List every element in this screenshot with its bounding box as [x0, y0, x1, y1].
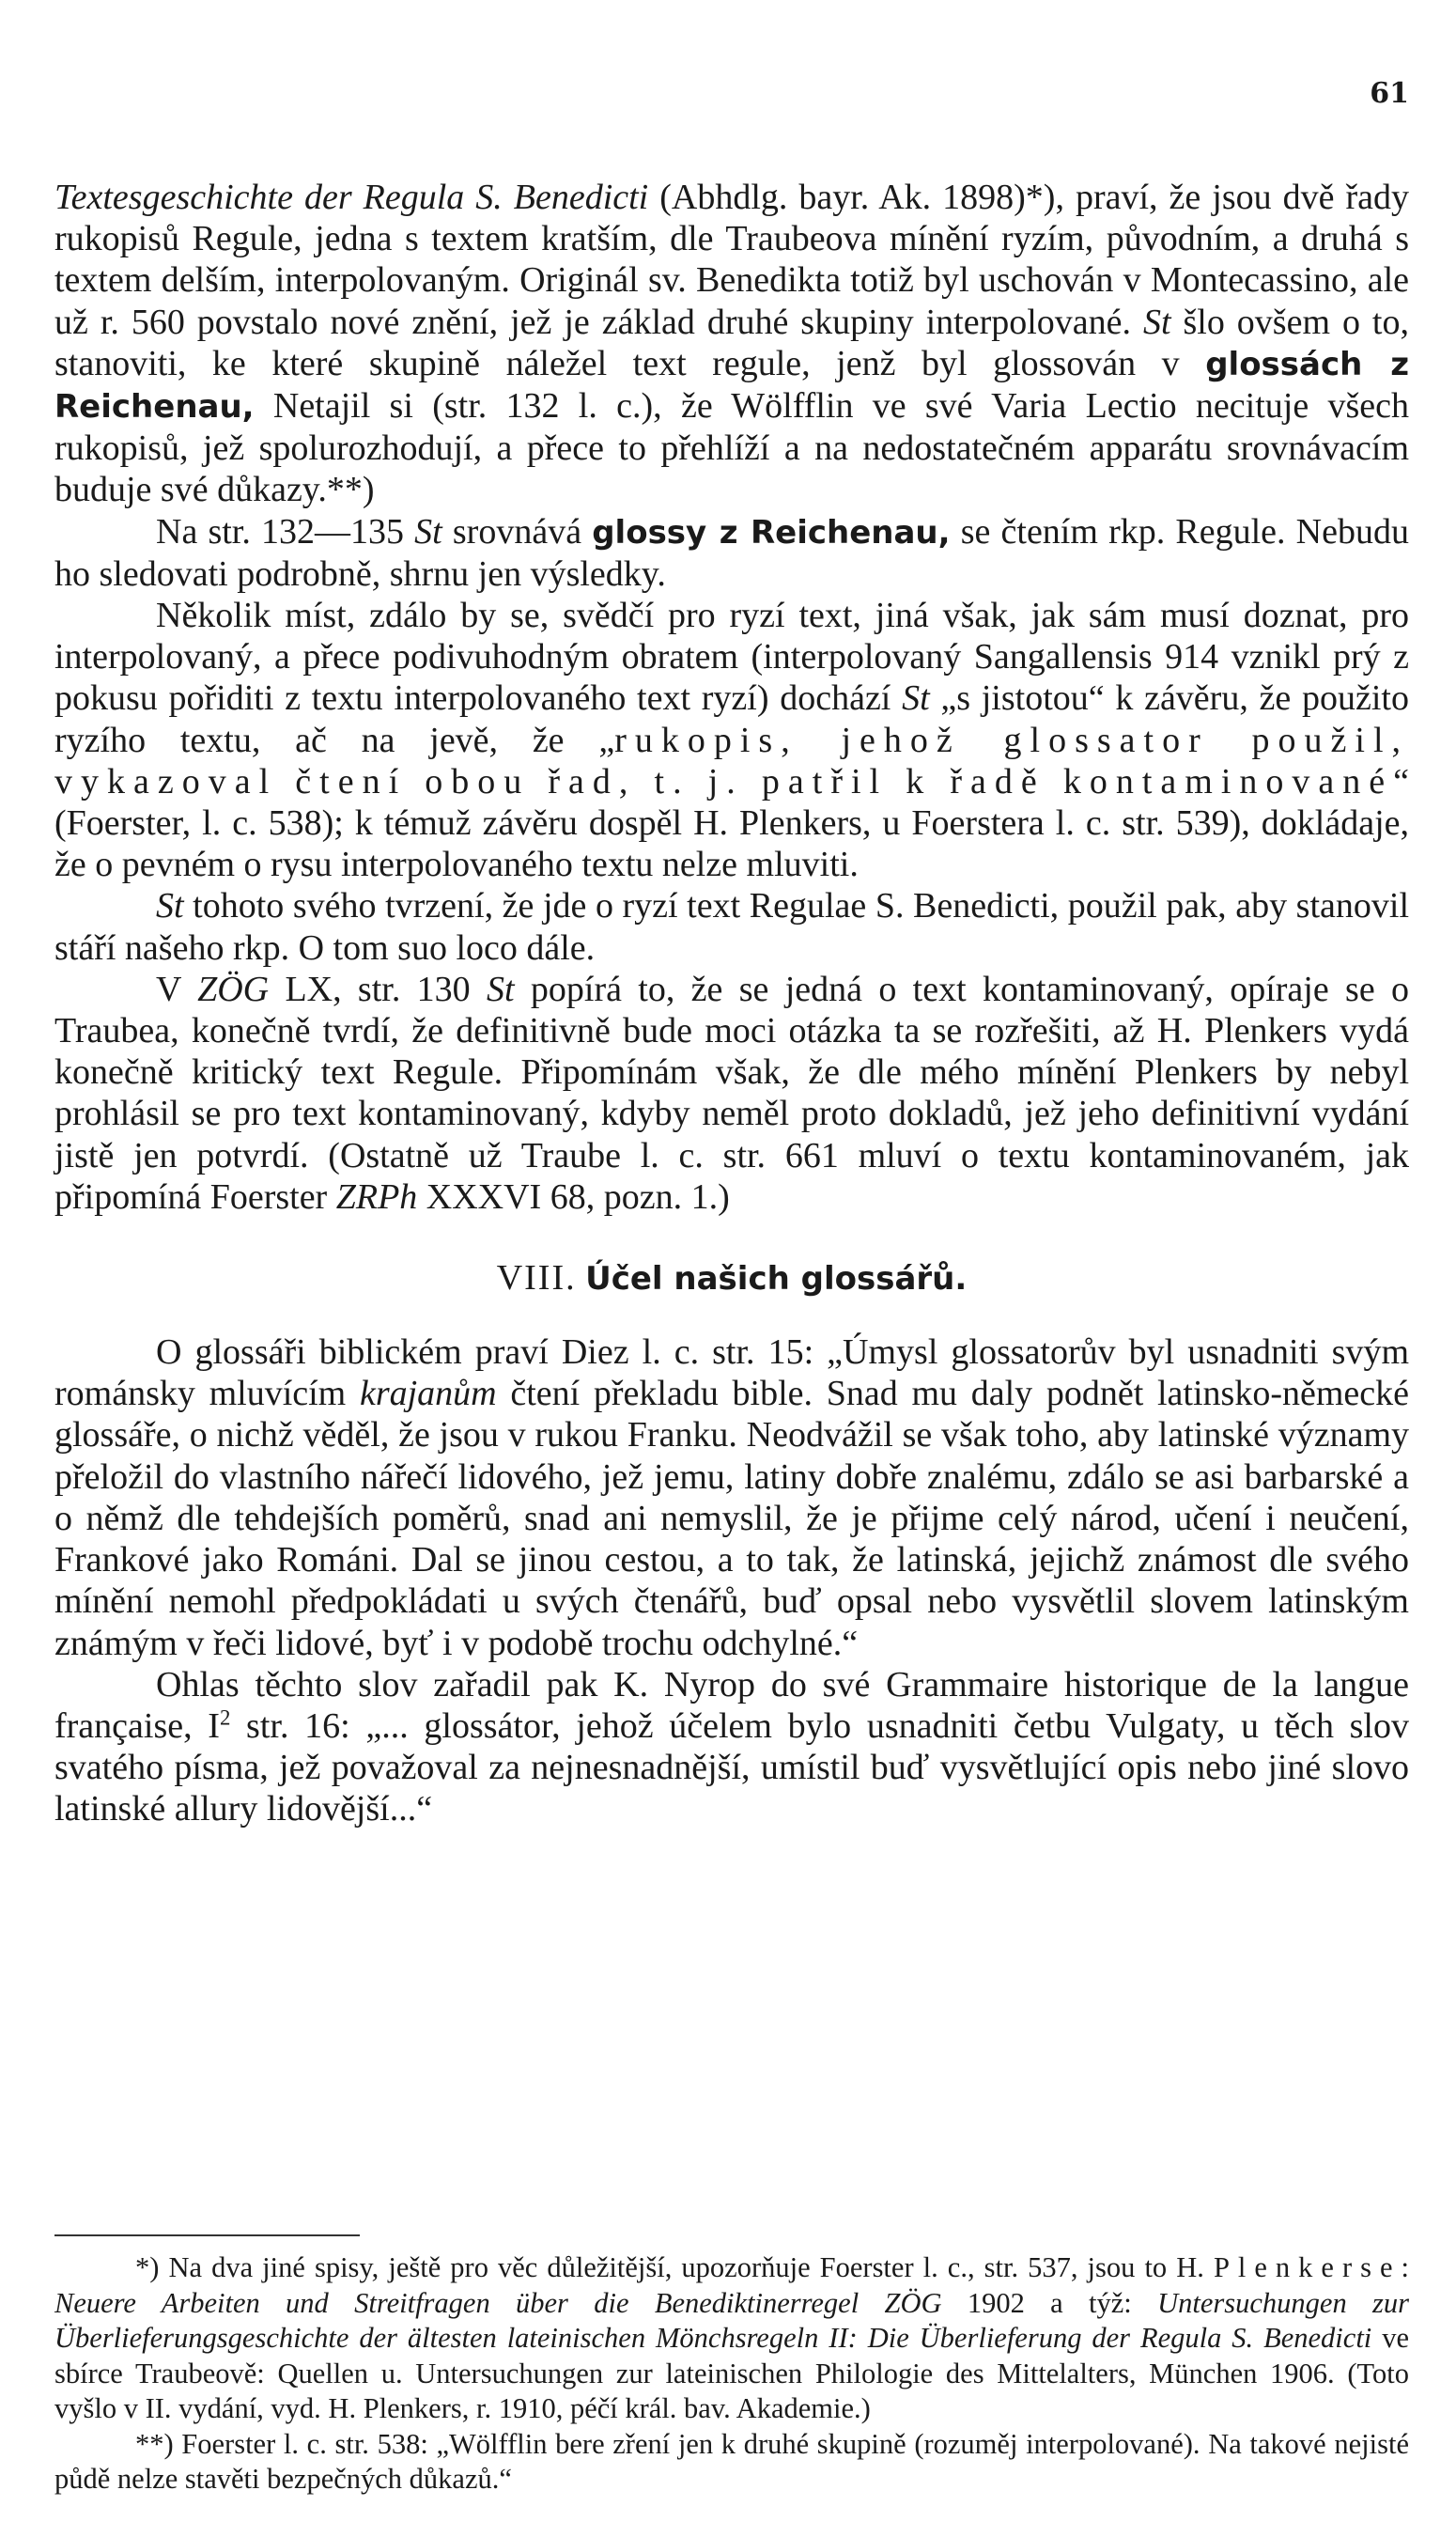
main-text: [54, 177, 1409, 1830]
paragraph-7: Ohlas těchto slov zařadil pak K. Nyrop do své Grammaire historique de la langue française, $I^2$ str. 16: „... glossátor, jehož účelem bylo usnadniti četbu Vulgaty, u těch slov svatého písma, jež považoval za nejnesnadnější, umístil buď vysvětlující opis nebo jiné slovo latinské allury lidovější...“: [54, 1664, 1409, 1829]
section-number: VIII.: [496, 1258, 577, 1299]
paragraph-3: Několik míst, zdálo by se, svědčí pro ryzí text, jiná však, jak sám musí doznat, pro interpolovaný, a přece podivuhodným obratem (interpolovaný Sangallensis 914 vznikl prý z pokusu pořiditi z textu interpolovaného text ryzí) dochází St „s jistotou“ k závěru, že použito ryzího textu, ač na jevě, že „rukopis, jehož glossator použil, vykazoval čtení obou řad, t. j. patřil k řadě kontaminované“ (Foerster, l. c. 538); k témuž závěru dospěl H. Plenkers, u Foerstera l. c. str. 539), dokládaje, že o pevném o rysu interpolovaného textu nelze mluviti.: [54, 596, 1410, 885]
page-number: 61: [1370, 77, 1409, 110]
paragraph-6: O glossáři biblickém praví Diez l. c. str. 15: „Úmysl glossatorův byl usnadniti svým románsky mluvícím krajanům čtení překladu bible. Snad mu daly podnět latinsko-německé glossáře, o nichž věděl, že jsou v rukou Franku. Neodvážil se však toho, aby latinské významy přeložil do vlastního nářečí lidového, jež jemu, latiny dobře znalému, zdálo se asi barbarské a o němž dle tehdejších poměrů, snad ani nemyslil, že je přijme celý národ, učení i neučení, Frankové jako Románi. Dal se jinou cestou, a to tak, že latinská, jejichž známost dle svého mínění nemohl předpokládati u svých čtenářů, buď opsal nebo vysvětlil slovem latinským známým v řeči lidové, byť i v podobě trochu odchylné.“: [54, 1332, 1409, 1663]
paragraph-1: Textesgeschichte der Regula S. Benedicti (Abhdlg. bayr. Ak. 1898)*), praví, že jsou dvě řady rukopisů Regule, jedna s textem kratším, dle Traubeova mínění ryzím, původním, a druhá s textem delším, interpolovaným. Originál sv. Benedikta totiž byl uschován v Montecassino, ale už r. 560 povstalo nové znění, jež je základ druhé skupiny interpolované. St šlo ovšem o to, stanoviti, ke které skupině náležel text regule, jenž byl glossován v glossách z Reichenau, Netajil si (str. 132 l. c.), že Wölfflin ve své Varia Lectio necituje všech rukopisů, jež spolurozhodují, a přece to přehlíží a na nedostatečném apparátu srovnávacím buduje své důkazy.**): [54, 178, 1409, 510]
paragraph-5: V ZÖG LX, str. 130 St popírá to, že se jedná o text kontaminovaný, opíraje se o Traubea, konečně tvrdí, že definitivně bude moci otázka ta se rozřešiti, až H. Plenkers vydá konečně kritický text Regule. Připomínám však, že dle mého mínění Plenkers by nebyl prohlásil se pro text kontaminovaný, kdyby neměl proto dokladů, jež jeho definitivní vydání jistě jen potvrdí. (Ostatně už Traube l. c. str. 661 mluví o textu kontaminovaném, jak připomíná Foerster ZRPh XXXVI 68, pozn. 1.): [54, 969, 1410, 1217]
footnote-divider: [54, 2234, 360, 2236]
work-title: Textesgeschichte der Regula S. Benedicti: [54, 178, 649, 217]
paragraph-4: St tohoto svého tvrzení, že jde o ryzí text Regulae S. Benedicti, použil pak, aby stanovil stáří našeho rkp. O tom suo loco dále.: [54, 886, 1409, 968]
paragraph-2: Na str. 132—135 St srovnává glossy z Reichenau, se čtením rkp. Regule. Nebudu ho sledovati podrobně, shrnu jen výsledky.: [54, 511, 1409, 594]
footnotes: [54, 2250, 1409, 2498]
footnote-1: *) Na dva jiné spisy, ještě pro věc důležitější, upozorňuje Foerster l. c., str. 537, jsou to H. Plenkerse: Neuere Arbeiten und Streitfragen über die Benediktinerregel ZÖG 1902 a týž: Untersuchungen zur Überlieferungsgeschichte der ältesten lateinischen Mönchsregeln II: Die Überlieferung der Regula S. Benedicti ve sbírce Traubeově: Quellen u. Untersuchungen zur lateinischen Philologie des Mittelalters, München 1906. (Toto vyšlo v II. vydání, vyd. H. Plenkers, r. 1910, péčí král. bav. Akademie.): [54, 2251, 1410, 2424]
section-heading: [54, 1257, 1409, 1300]
footnote-2: **) Foerster l. c. str. 538: „Wölfflin bere zření jen k druhé skupině (rozuměj interpolované). Na takové nejisté půdě nelze stavěti bezpečných důkazů.“: [54, 2427, 1409, 2495]
section-title: Účel našich glossářů.: [585, 1260, 968, 1299]
